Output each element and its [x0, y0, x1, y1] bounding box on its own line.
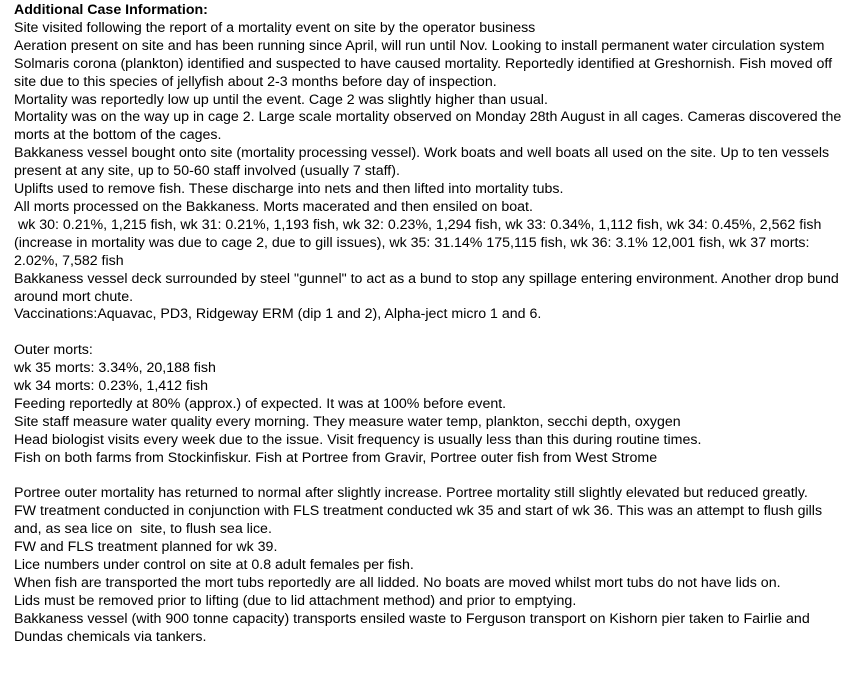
note-solmaris-corona: Solmaris corona (plankton) identified and suspected to have caused mortality. Reportedly identified at Greshornish. Fish moved off site due to this species of jellyfish about 2-3 months before day of inspection. — [14, 55, 833, 90]
note-lids-removed: Lids must be removed prior to lifting (due to lid attachment method) and prior to emptying. — [14, 592, 577, 609]
paragraph-gap — [14, 324, 850, 342]
document-heading: Additional Case Information: — [14, 2, 208, 18]
note-ensiled-waste-transport: Bakkaness vessel (with 900 tonne capacity) transports ensiled waste to Ferguson transport on Kishorn pier taken to Fairlie and Dundas chemicals via tankers. — [14, 610, 810, 645]
case-notes-block-1 — [14, 20, 850, 324]
note-fw-fls-planned: FW and FLS treatment planned for wk 39. — [14, 539, 278, 556]
note-outer-morts-heading: Outer morts: — [14, 342, 93, 359]
note-bakkaness-vessel: Bakkaness vessel bought onto site (mortality processing vessel). Work boats and well boats all used on the site. Up to ten vessels present at any site, up to 50-60 staff involved (usually 7 staff). — [14, 145, 830, 180]
note-cage-2-mortality: Mortality was on the way up in cage 2. Large scale mortality observed on Monday 28th August in all cages. Cameras discovered the morts at the bottom of the cages. — [14, 109, 842, 144]
note-vaccinations: Vaccinations:Aquavac, PD3, Ridgeway ERM (dip 1 and 2), Alpha-ject micro 1 and 6. — [14, 306, 542, 323]
note-wk35-morts: wk 35 morts: 3.34%, 20,188 fish — [14, 360, 216, 377]
note-head-biologist: Head biologist visits every week due to the issue. Visit frequency is usually less than this during routine times. — [14, 431, 702, 448]
note-aeration: Aeration present on site and has been running since April, will run until Nov. Looking to install permanent water circulation system — [14, 37, 825, 54]
note-fw-treatment: FW treatment conducted in conjunction with FLS treatment conducted wk 35 and start of wk 36. This was an attempt to flush gills and, as sea lice on site, to flush sea lice. — [14, 503, 826, 538]
case-information-document — [14, 2, 850, 647]
case-notes-block-3 — [14, 485, 850, 646]
note-morts-processed: All morts processed on the Bakkaness. Morts macerated and then ensiled on boat. — [14, 198, 533, 215]
note-mortality-low: Mortality was reportedly low up until the event. Cage 2 was slightly higher than usual. — [14, 91, 548, 108]
note-site-visit: Site visited following the report of a mortality event on site by the operator business — [14, 19, 536, 36]
note-portree-outer: Portree outer mortality has returned to normal after slightly increase. Portree mortality still slightly elevated but reduced greatly. — [14, 485, 808, 502]
paragraph-gap — [14, 468, 850, 486]
note-weekly-mortality: wk 30: 0.21%, 1,215 fish, wk 31: 0.21%, 1,193 fish, wk 32: 0.23%, 1,294 fish, wk 33: 0.34%, 1,112 fish, wk 34: 0.45%, 2,562 fish (increase in mortality was due to cage 2, due to gill issues), wk 35: 31.14% 175,115 fish, wk 36: 3.1% 12,001 fish, wk 37 morts: 2.02%, 7,582 fish — [14, 216, 826, 269]
note-lice-numbers: Lice numbers under control on site at 0.8 adult females per fish. — [14, 557, 414, 574]
note-gunnel-bund: Bakkaness vessel deck surrounded by steel "gunnel" to act as a bund to stop any spillage entering environment. Another drop bund around mort chute. — [14, 270, 839, 305]
note-water-quality: Site staff measure water quality every morning. They measure water temp, plankton, secchi depth, oxygen — [14, 413, 681, 430]
note-feeding: Feeding reportedly at 80% (approx.) of expected. It was at 100% before event. — [14, 395, 507, 412]
note-uplifts: Uplifts used to remove fish. These discharge into nets and then lifted into mortality tubs. — [14, 181, 564, 198]
note-wk34-morts: wk 34 morts: 0.23%, 1,412 fish — [14, 378, 208, 395]
note-fish-origin: Fish on both farms from Stockinfiskur. Fish at Portree from Gravir, Portree outer fish from West Strome — [14, 449, 658, 466]
note-mort-tubs-lidded: When fish are transported the mort tubs reportedly are all lidded. No boats are moved whilst mort tubs do not have lids on. — [14, 574, 781, 591]
case-notes-block-2 — [14, 342, 850, 467]
